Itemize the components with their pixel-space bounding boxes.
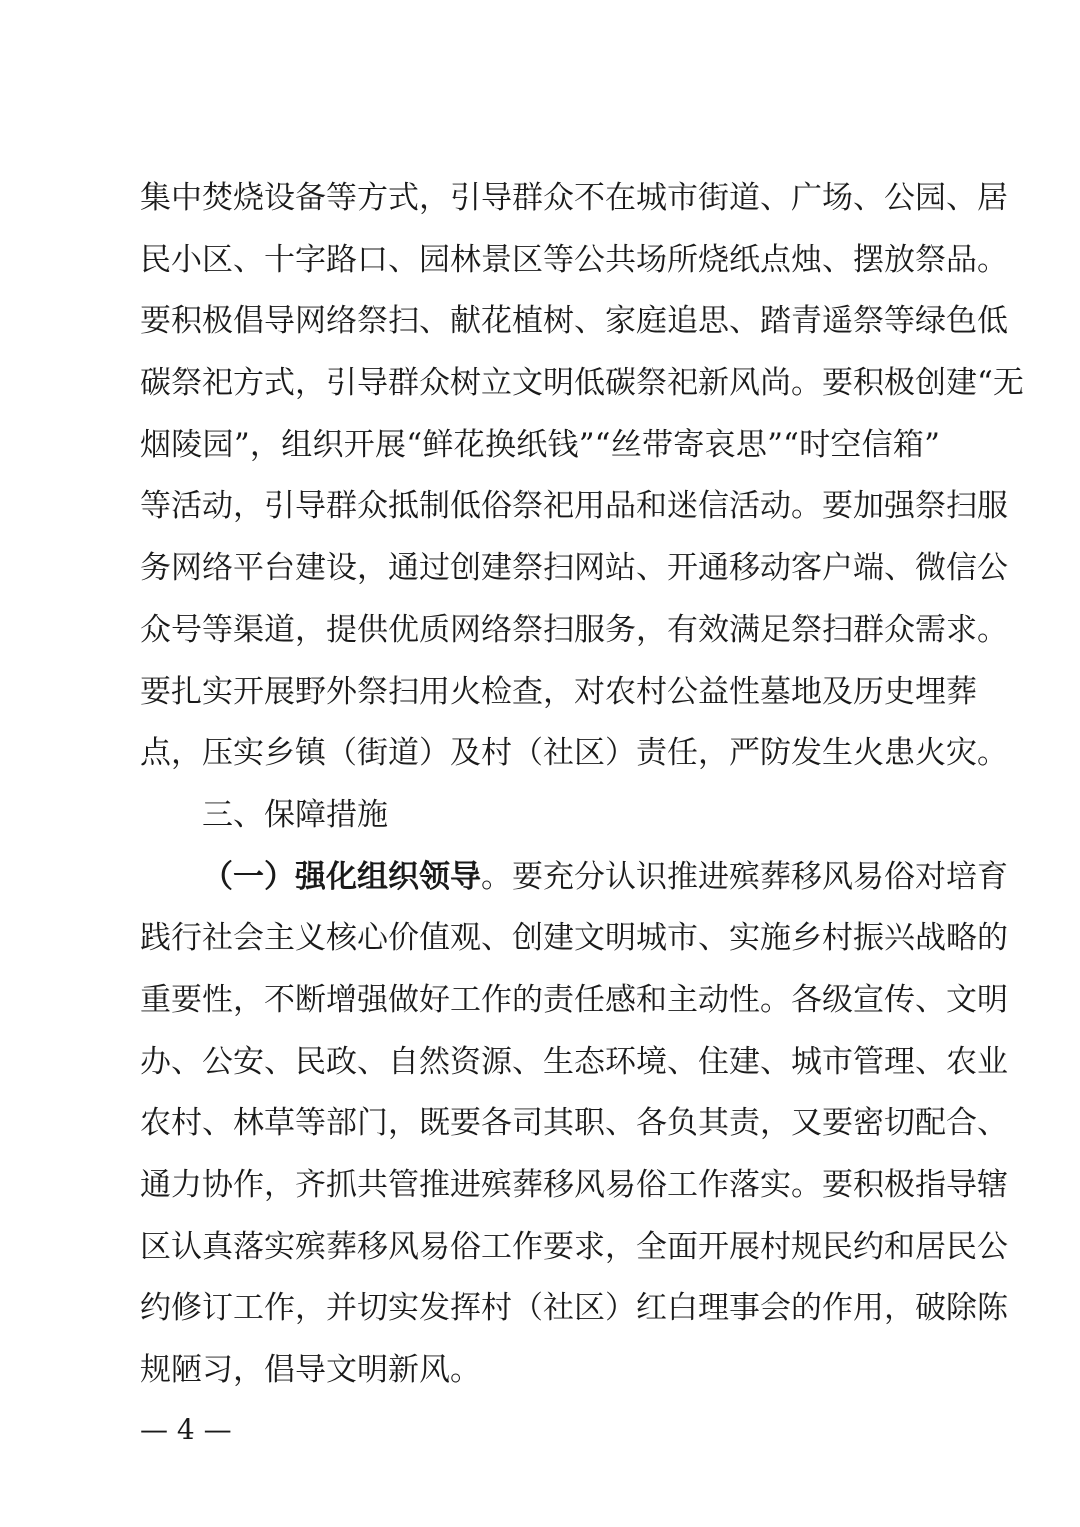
paragraph2-line-3: 重要性，不断增强做好工作的责任感和主动性。各级宣传、文明 xyxy=(140,981,1008,1018)
paragraph2-line-6: 通力协作，齐抓共管推进殡葬移风易俗工作落实。要积极指导辖 xyxy=(140,1167,1008,1203)
body-text xyxy=(140,168,1024,1402)
paragraph2-line-9: 规陋习，倡导文明新风。 xyxy=(140,1352,481,1389)
paragraph2-line-5: 农村、林草等部门，既要各司其职、各负其责，又要密切配合、 xyxy=(140,1105,1008,1142)
paragraph2-lead-text: 。要充分认识推进殡葬移风易俗对培育 xyxy=(481,858,1008,895)
paragraph1-line-4: 碳祭祀方式，引导群众树立文明低碳祭祀新风尚。要积极创建“无 xyxy=(140,365,1024,402)
section-heading: 三、保障措施 xyxy=(202,796,388,833)
paragraph1-line-9: 要扎实开展野外祭扫用火检查，对农村公益性墓地及历史埋葬 xyxy=(140,673,977,710)
paragraph2-line-4: 办、公安、民政、自然资源、生态环境、住建、城市管理、农业 xyxy=(140,1043,1008,1080)
paragraph2-lead-heading: （一）强化组织领导 xyxy=(202,858,481,895)
paragraph1-line-6: 等活动，引导群众抵制低俗祭祀用品和迷信活动。要加强祭扫服 xyxy=(140,488,1008,525)
paragraph2-line-2: 践行社会主义核心价值观、创建文明城市、实施乡村振兴战略的 xyxy=(140,920,1008,957)
paragraph2-line-8: 约修订工作，并切实发挥村（社区）红白理事会的作用，破除陈 xyxy=(140,1290,1008,1327)
paragraph1-line-5: 烟陵园”，组织开展“鲜花换纸钱”“丝带寄哀思”“时空信箱” xyxy=(140,426,940,463)
paragraph2-line-1 xyxy=(140,847,1008,909)
page-number: — 4 — xyxy=(140,1413,232,1446)
paragraph1-line-1: 集中焚烧设备等方式，引导群众不在城市街道、广场、公园、居 xyxy=(140,180,1008,216)
paragraph1-line-7: 务网络平台建设，通过创建祭扫网站、开通移动客户端、微信公 xyxy=(140,550,1008,587)
paragraph1-line-3: 要积极倡导网络祭扫、献花植树、家庭追思、踏青遥祭等绿色低 xyxy=(140,303,1008,340)
paragraph2-line-7: 区认真落实殡葬移风易俗工作要求，全面开展村规民约和居民公 xyxy=(140,1228,1008,1265)
paragraph1-line-8: 众号等渠道，提供优质网络祭扫服务，有效满足祭扫群众需求。 xyxy=(140,611,1008,648)
paragraph1-line-10: 点，压实乡镇（街道）及村（社区）责任，严防发生火患火灾。 xyxy=(140,735,1008,772)
paragraph1-line-2: 民小区、十字路口、园林景区等公共场所烧纸点烛、摆放祭品。 xyxy=(140,241,1008,278)
